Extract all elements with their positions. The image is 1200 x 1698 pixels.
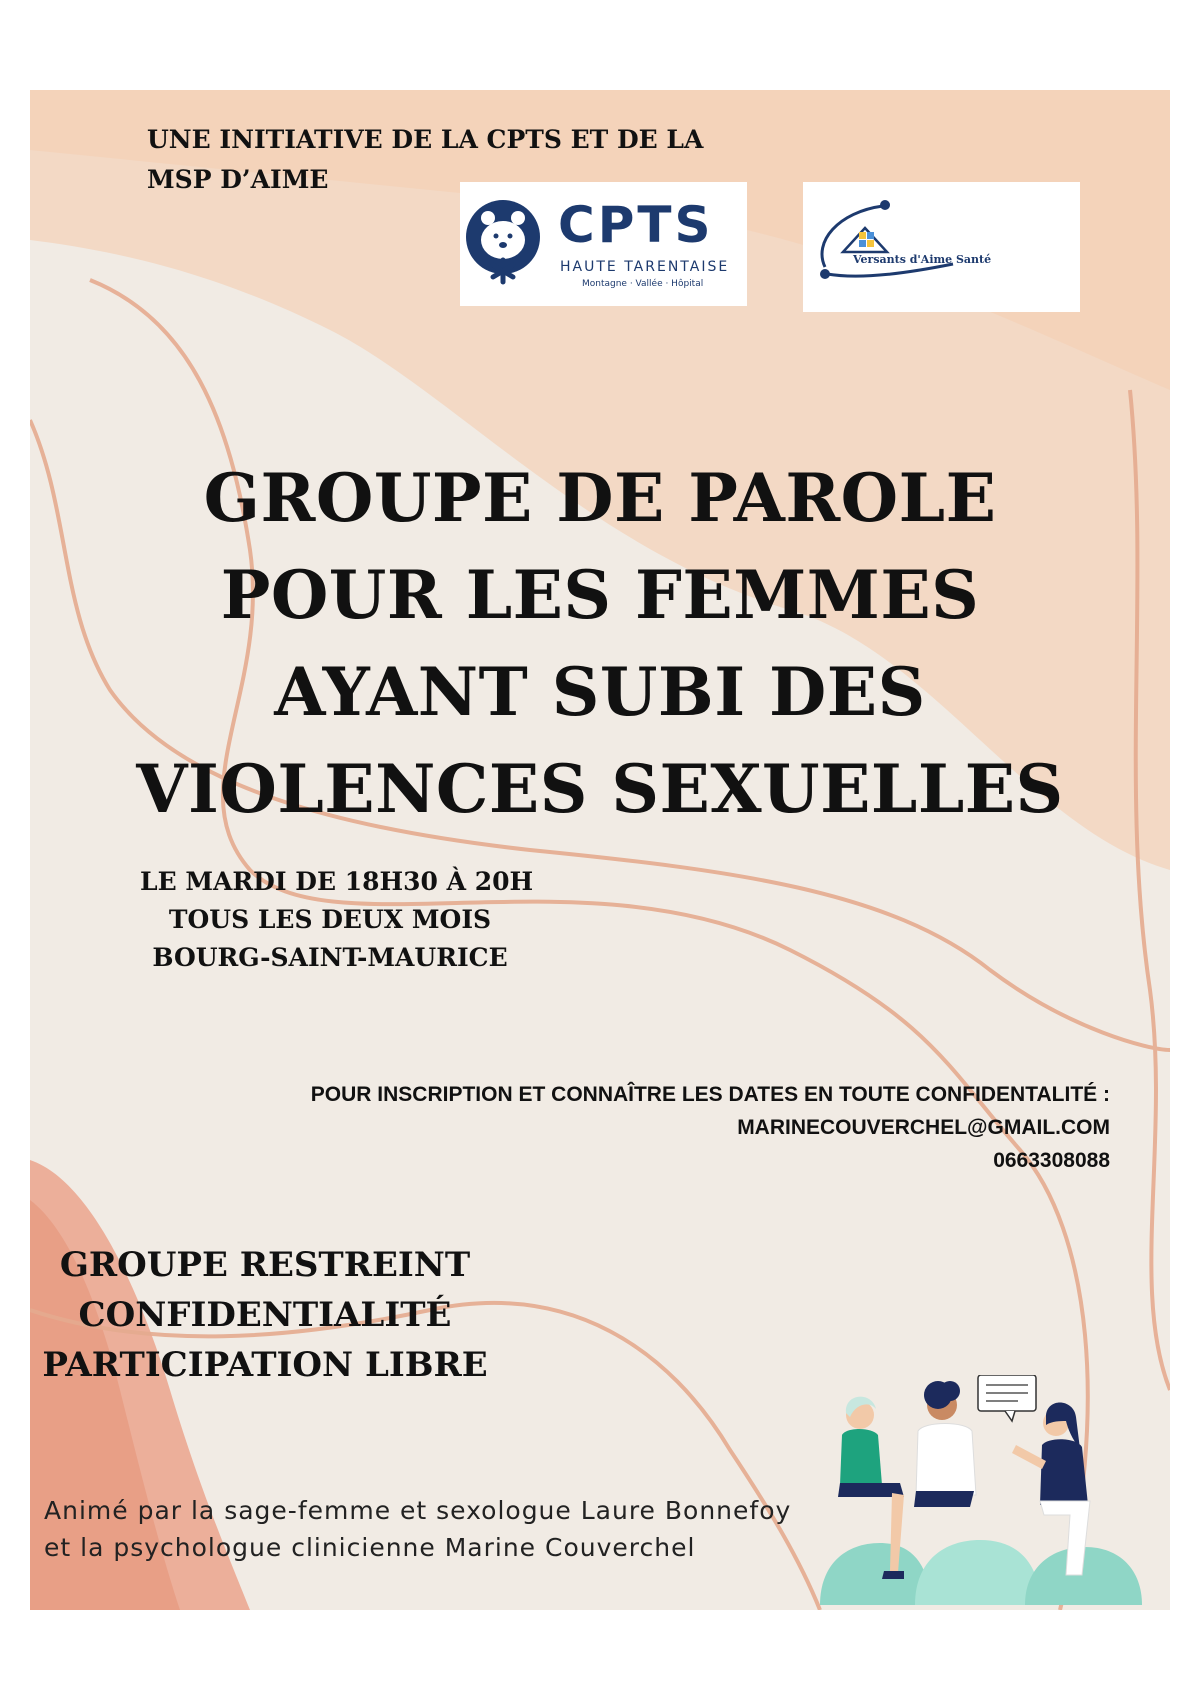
cpts-logo-name: CPTS — [558, 196, 714, 254]
contact-phone[interactable]: 0663308088 — [993, 1149, 1110, 1172]
title-line-3: AYANT SUBI DES — [274, 653, 926, 731]
poster — [30, 90, 1170, 1610]
schedule-block — [140, 863, 534, 977]
title-line-1: GROUPE DE PAROLE — [203, 459, 997, 537]
schedule-frequency: TOUS LES DEUX MOIS — [168, 905, 492, 934]
feature-free-participation: PARTICIPATION LIBRE — [42, 1345, 488, 1385]
schedule-place: BOURG-SAINT-MAURICE — [152, 943, 508, 972]
person-middle-figure — [914, 1381, 976, 1507]
woman-right-figure — [1012, 1402, 1090, 1575]
contact-block — [311, 1078, 1110, 1177]
features-block — [30, 1240, 500, 1390]
feature-restricted-group: GROUPE RESTREINT — [59, 1245, 471, 1285]
cpts-logo — [460, 182, 747, 306]
versants-logo-name: Versants d'Aime Santé — [853, 253, 992, 266]
initiative-line-1: UNE INITIATIVE DE LA CPTS ET DE LA — [147, 125, 704, 154]
facilitators-credits — [44, 1492, 791, 1566]
group-conversation-illustration — [820, 1375, 1150, 1605]
contact-intro: POUR INSCRIPTION ET CONNAÎTRE LES DATES EN TOUTE CONFIDENTALITÉ : — [310, 1083, 1110, 1106]
house-orbit-icon — [803, 182, 1080, 312]
main-title — [30, 450, 1170, 838]
title-line-4: VIOLENCES SEXUELLES — [136, 750, 1064, 828]
cpts-logo-subtitle: HAUTE TARENTAISE — [560, 259, 730, 275]
title-line-2: POUR LES FEMMES — [220, 556, 980, 634]
schedule-time: LE MARDI DE 18H30 À 20H — [140, 867, 534, 896]
credits-line-1: Animé par la sage-femme et sexologue Laure Bonnefoy — [44, 1496, 792, 1525]
cpts-logo-tagline: Montagne · Vallée · Hôpital — [582, 279, 704, 289]
initiative-line-2: MSP D’AIME — [147, 165, 329, 194]
credits-line-2: et la psychologue clinicienne Marine Couverchel — [44, 1533, 696, 1562]
contact-email[interactable]: MARINECOUVERCHEL@GMAIL.COM — [737, 1116, 1110, 1139]
speech-bubble-icon — [978, 1375, 1036, 1421]
feature-confidentiality: CONFIDENTIALITÉ — [78, 1295, 452, 1335]
versants-aime-sante-logo — [803, 182, 1080, 312]
